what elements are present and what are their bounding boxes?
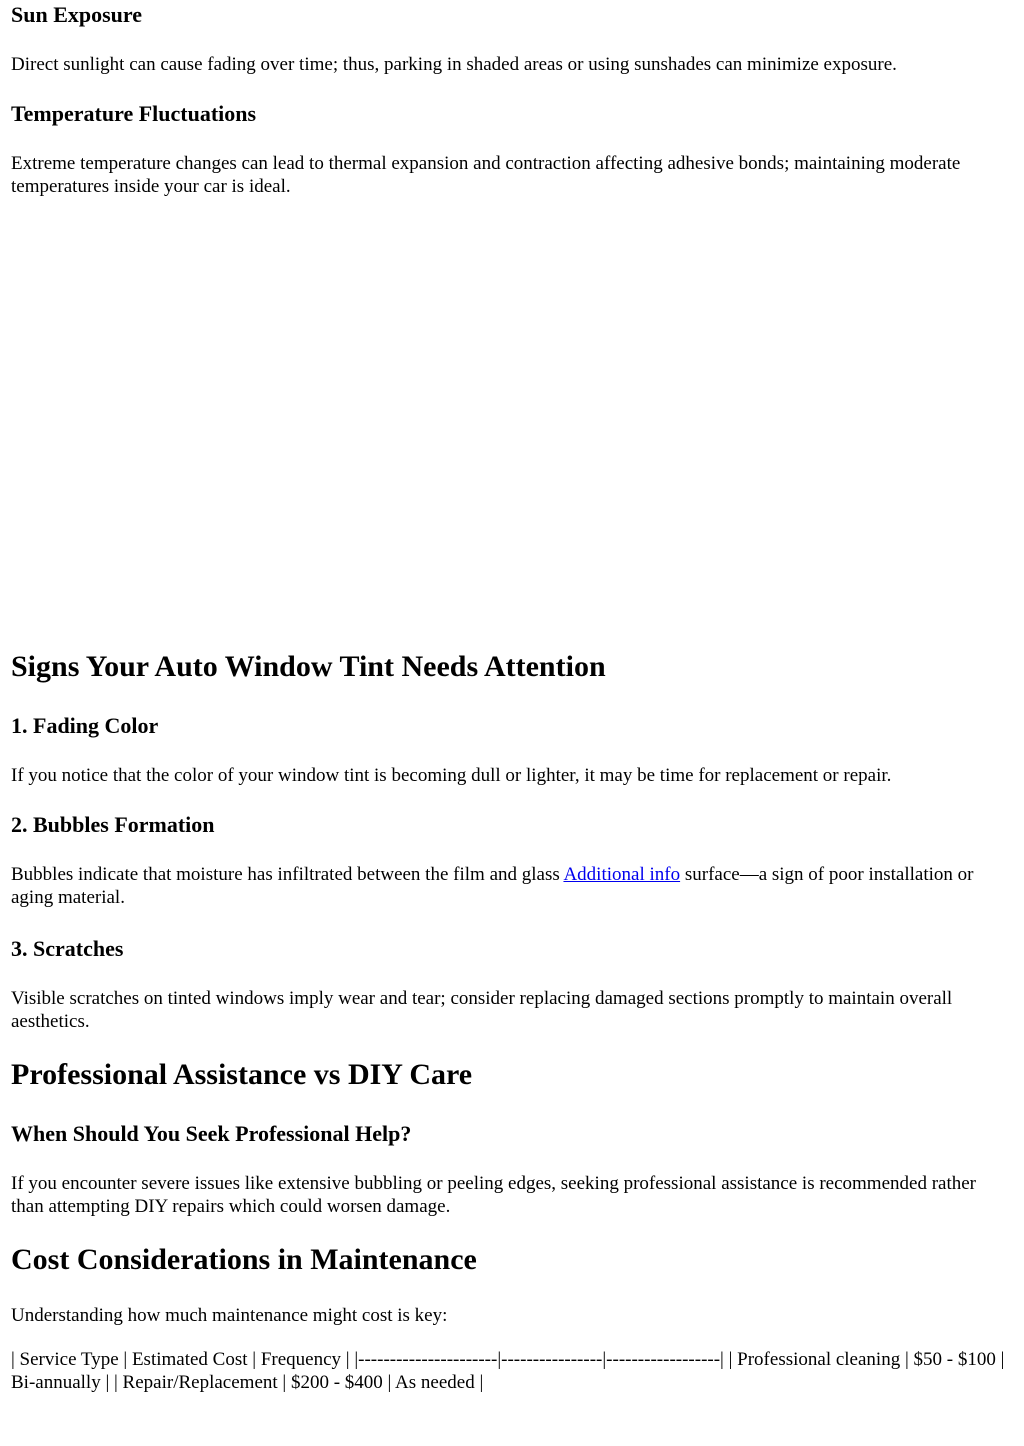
scratches-heading: 3. Scratches xyxy=(11,936,124,961)
professional-paragraph: If you encounter severe issues like extensive bubbling or peeling edges, seeking professional assistance is recommended rather than attempting DIY repairs which could worsen damage. xyxy=(11,1173,977,1217)
cost-heading: Cost Considerations in Maintenance xyxy=(11,1243,477,1276)
scratches-paragraph: Visible scratches on tinted windows imply wear and tear; consider replacing damaged sections promptly to maintain overall aesthetics. xyxy=(11,988,953,1032)
cost-intro-paragraph: Understanding how much maintenance might cost is key: xyxy=(11,1305,448,1326)
bubbles-heading: 2. Bubbles Formation xyxy=(11,812,215,837)
bubbles-text-before: Bubbles indicate that moisture has infiltrated between the film and glass xyxy=(11,864,564,885)
fading-paragraph: If you notice that the color of your window tint is becoming dull or lighter, it may be time for replacement or repair. xyxy=(11,765,892,786)
bubbles-paragraph xyxy=(11,863,1011,909)
sun-exposure-heading: Sun Exposure xyxy=(11,2,143,27)
temperature-paragraph: Extreme temperature changes can lead to thermal expansion and contraction affecting adhesive bonds; maintaining moderate temperatures inside your car is ideal. xyxy=(11,153,961,197)
professional-subheading: When Should You Seek Professional Help? xyxy=(11,1121,412,1146)
temperature-heading: Temperature Fluctuations xyxy=(11,101,257,126)
signs-heading: Signs Your Auto Window Tint Needs Attention xyxy=(11,650,606,683)
cost-table-text: | Service Type | Estimated Cost | Frequency | |----------------------|----------------|------------------| | Professional cleaning | $50 - $100 | Bi-annually | | Repair/Replacement | $200 - $400 | As needed | xyxy=(11,1349,1005,1393)
bubbles-text-after: surface—a sign of poor installation or aging material. xyxy=(11,864,974,908)
additional-info-link[interactable]: Additional info xyxy=(563,864,681,885)
blank-image-area xyxy=(11,215,1011,635)
professional-heading: Professional Assistance vs DIY Care xyxy=(11,1058,473,1091)
sun-exposure-paragraph: Direct sunlight can cause fading over time; thus, parking in shaded areas or using sunshades can minimize exposure. xyxy=(11,54,897,75)
fading-heading: 1. Fading Color xyxy=(11,713,159,738)
